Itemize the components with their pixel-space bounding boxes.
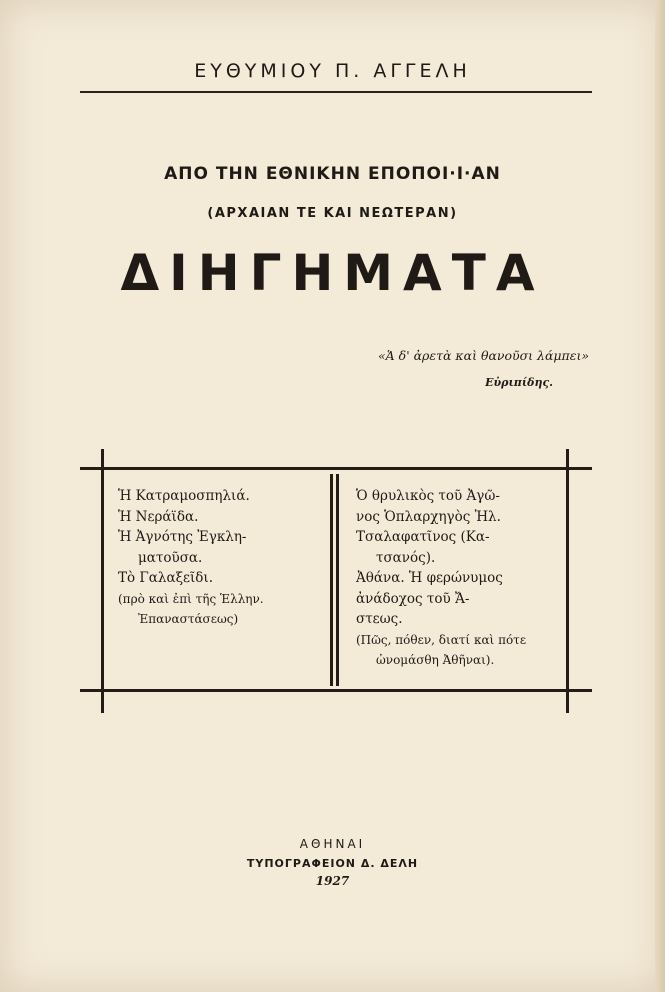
subtitle: ΑΠΟ ΤΗΝ ΕΘΝΙΚΗΝ ΕΠΟΠΟΙ·Ι·ΑΝ <box>164 164 501 184</box>
contents-left-column <box>118 486 328 630</box>
list-item: Ὁ θρυλικὸς τοῦ Ἀγῶ- <box>356 488 500 504</box>
frame-right-rule <box>566 449 569 713</box>
list-item: Τσαλαφατῖνος (Κα- <box>356 529 490 545</box>
contents-right-column <box>356 486 562 671</box>
frame-bottom-rule <box>80 689 592 692</box>
frame-divider-right <box>336 474 339 686</box>
frame-top-rule <box>80 467 592 470</box>
list-item: (πρὸ καὶ ἐπὶ τῆς Ἑλλην. <box>118 591 264 606</box>
epigraph: «Ἁ δ' ἀρετὰ καὶ θανοῦσι λάμπει» <box>378 348 589 363</box>
list-item: στεως. <box>356 611 403 627</box>
imprint-printer: ΤΥΠΟΓΡΑΦΕΙΟΝ Δ. ΔΕΛΗ <box>246 857 419 870</box>
list-item: Ἡ Κατραμοσπηλιά. <box>118 488 250 504</box>
list-item: νος Ὁπλαρχηγὸς Ἠλ. <box>356 508 501 525</box>
list-item: Τὸ Γαλαξεῖδι. <box>118 570 214 586</box>
list-item: ὠνομάσθη Ἀθῆναι). <box>376 653 495 667</box>
epigraph-author: Εὐριπίδης. <box>485 376 553 389</box>
list-item: Ἡ Ἀγνότης Ἐγκλη- <box>118 529 247 545</box>
list-item: Ἀθάνα. Ἡ φερώνυμος <box>356 570 503 586</box>
page-title: ΔΙΗΓΗΜΑΤΑ <box>120 244 545 302</box>
list-item: Ἐπαναστάσεως) <box>138 612 239 626</box>
list-item: Ἡ Νεράϊδα. <box>118 508 199 525</box>
list-item: τσανός). <box>376 549 436 566</box>
subtitle-parenthetical: (ΑΡΧΑΙΑΝ ΤΕ ΚΑΙ ΝΕΩΤΕΡΑΝ) <box>207 206 458 221</box>
top-rule <box>80 91 592 93</box>
frame-divider-left <box>330 474 333 686</box>
imprint-year: 1927 <box>315 874 350 888</box>
author-name: ΕΥΘΥΜΙΟΥ Π. ΑΓΓΕΛΗ <box>194 60 471 82</box>
frame-left-rule <box>101 449 104 713</box>
list-item: ματοῦσα. <box>138 549 203 566</box>
list-item: ἀνάδοχος τοῦ Ἄ- <box>356 590 470 607</box>
list-item: (Πῶς, πόθεν, διατί καὶ πότε <box>356 632 527 647</box>
imprint-place: ΑΘΗΝΑΙ <box>299 837 366 851</box>
